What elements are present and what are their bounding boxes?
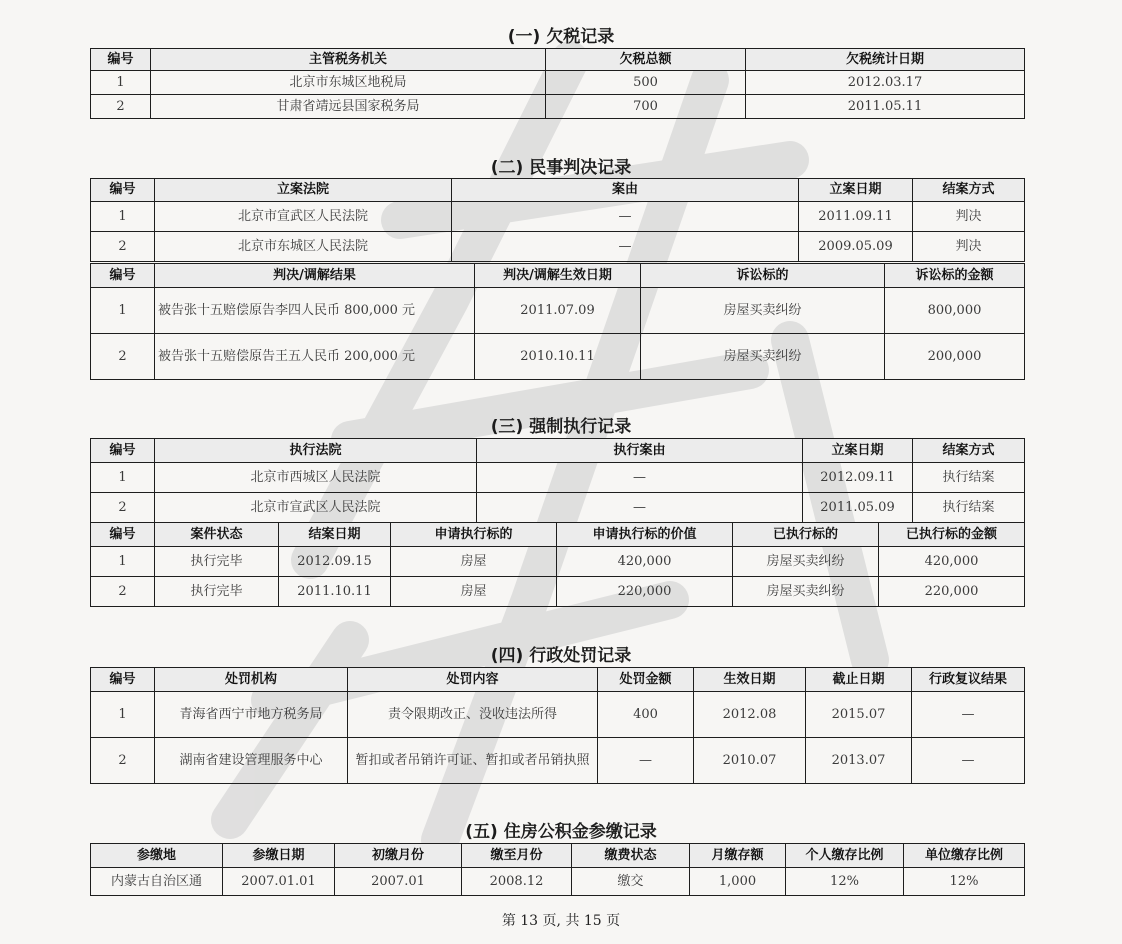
column-header: 编号 bbox=[91, 264, 155, 288]
table-cell: 暂扣或者吊销许可证、暂扣或者吊销执照 bbox=[348, 738, 598, 784]
table-cell: 12% bbox=[786, 868, 904, 896]
column-header: 结案方式 bbox=[913, 179, 1025, 202]
table-cell: — bbox=[598, 738, 694, 784]
table-cell: 判决 bbox=[913, 202, 1025, 232]
column-header: 结案日期 bbox=[279, 523, 391, 547]
table-cell: 2011.10.11 bbox=[279, 577, 391, 607]
table-cell: 2015.07 bbox=[806, 692, 912, 738]
table-cell: 2010.10.11 bbox=[475, 334, 641, 380]
table-row bbox=[91, 334, 1025, 380]
table-cell: 被告张十五赔偿原告李四人民币 800,000 元 bbox=[155, 288, 475, 334]
table-cell: 判决 bbox=[913, 232, 1025, 262]
table-cell: — bbox=[477, 463, 803, 493]
table-row bbox=[91, 547, 1025, 577]
civil-judgment-table-b bbox=[90, 263, 1025, 380]
table-cell: 400 bbox=[598, 692, 694, 738]
column-header: 申请执行标的价值 bbox=[557, 523, 733, 547]
table-row bbox=[91, 493, 1025, 523]
column-header: 编号 bbox=[91, 179, 155, 202]
table-cell: 北京市西城区人民法院 bbox=[155, 463, 477, 493]
column-header: 案由 bbox=[452, 179, 799, 202]
column-header: 个人缴存比例 bbox=[786, 844, 904, 868]
page-footer: 第 13 页, 共 15 页 bbox=[501, 913, 621, 929]
table-cell: 420,000 bbox=[557, 547, 733, 577]
table-cell: 2 bbox=[91, 334, 155, 380]
column-header: 已执行标的 bbox=[733, 523, 879, 547]
table-cell: 200,000 bbox=[885, 334, 1025, 380]
table-cell: 房屋 bbox=[391, 547, 557, 577]
section-title-housing-fund: (五) 住房公积金参缴记录 bbox=[465, 822, 657, 842]
table-row bbox=[91, 95, 1025, 119]
table-cell: 1 bbox=[91, 288, 155, 334]
column-header: 缴至月份 bbox=[462, 844, 572, 868]
table-cell: 1 bbox=[91, 463, 155, 493]
civil-judgment-table-a bbox=[90, 178, 1025, 262]
table-cell: 220,000 bbox=[879, 577, 1025, 607]
table-row bbox=[91, 738, 1025, 784]
table-row bbox=[91, 577, 1025, 607]
column-header: 截止日期 bbox=[806, 668, 912, 692]
table-cell: 2011.05.11 bbox=[746, 95, 1025, 119]
admin-penalty-table bbox=[90, 667, 1025, 784]
table-cell: 2007.01 bbox=[335, 868, 462, 896]
table-row bbox=[91, 692, 1025, 738]
table-cell: 2 bbox=[91, 493, 155, 523]
column-header: 初缴月份 bbox=[335, 844, 462, 868]
column-header: 欠税统计日期 bbox=[746, 49, 1025, 71]
table-cell: 北京市宣武区人民法院 bbox=[155, 202, 452, 232]
table-cell: 220,000 bbox=[557, 577, 733, 607]
section-title-enforcement: (三) 强制执行记录 bbox=[490, 417, 632, 437]
section-title-admin-penalty: (四) 行政处罚记录 bbox=[490, 646, 632, 666]
table-cell: 执行结案 bbox=[913, 463, 1025, 493]
column-header: 结案方式 bbox=[913, 439, 1025, 463]
table-cell: 北京市宣武区人民法院 bbox=[155, 493, 477, 523]
column-header: 编号 bbox=[91, 439, 155, 463]
table-cell: 执行结案 bbox=[913, 493, 1025, 523]
column-header: 立案日期 bbox=[803, 439, 913, 463]
column-header: 立案日期 bbox=[799, 179, 913, 202]
table-cell: 房屋 bbox=[391, 577, 557, 607]
column-header: 月缴存额 bbox=[690, 844, 786, 868]
table-cell: 房屋买卖纠纷 bbox=[733, 547, 879, 577]
housing-fund-table bbox=[90, 843, 1025, 896]
column-header: 执行法院 bbox=[155, 439, 477, 463]
column-header: 单位缴存比例 bbox=[904, 844, 1025, 868]
table-row bbox=[91, 232, 1025, 262]
table-cell: 内蒙古自治区通 bbox=[91, 868, 223, 896]
table-cell: 2011.05.09 bbox=[803, 493, 913, 523]
column-header: 申请执行标的 bbox=[391, 523, 557, 547]
table-cell: 500 bbox=[546, 71, 746, 95]
column-header: 案件状态 bbox=[155, 523, 279, 547]
column-header: 编号 bbox=[91, 523, 155, 547]
table-cell: 1 bbox=[91, 692, 155, 738]
tax-arrears-table bbox=[90, 48, 1025, 119]
table-cell: 2 bbox=[91, 232, 155, 262]
enforcement-table-a bbox=[90, 438, 1025, 523]
column-header: 行政复议结果 bbox=[912, 668, 1025, 692]
table-cell: 房屋买卖纠纷 bbox=[641, 288, 885, 334]
table-row bbox=[91, 463, 1025, 493]
table-cell: 2 bbox=[91, 577, 155, 607]
table-row bbox=[91, 71, 1025, 95]
table-cell: 420,000 bbox=[879, 547, 1025, 577]
table-cell: 2012.08 bbox=[694, 692, 806, 738]
table-cell: 1 bbox=[91, 71, 151, 95]
column-header: 欠税总额 bbox=[546, 49, 746, 71]
column-header: 生效日期 bbox=[694, 668, 806, 692]
column-header: 执行案由 bbox=[477, 439, 803, 463]
column-header: 诉讼标的金额 bbox=[885, 264, 1025, 288]
table-cell: 2007.01.01 bbox=[223, 868, 335, 896]
table-cell: 2010.07 bbox=[694, 738, 806, 784]
table-cell: 湖南省建设管理服务中心 bbox=[155, 738, 348, 784]
table-cell: 800,000 bbox=[885, 288, 1025, 334]
table-cell: 青海省西宁市地方税务局 bbox=[155, 692, 348, 738]
table-cell: 2 bbox=[91, 738, 155, 784]
column-header: 处罚机构 bbox=[155, 668, 348, 692]
table-cell: 房屋买卖纠纷 bbox=[733, 577, 879, 607]
table-cell: 1 bbox=[91, 202, 155, 232]
table-row bbox=[91, 202, 1025, 232]
column-header: 诉讼标的 bbox=[641, 264, 885, 288]
table-cell: 北京市东城区地税局 bbox=[151, 71, 546, 95]
table-cell: 2012.03.17 bbox=[746, 71, 1025, 95]
column-header: 缴费状态 bbox=[572, 844, 690, 868]
column-header: 参缴地 bbox=[91, 844, 223, 868]
table-cell: 被告张十五赔偿原告王五人民币 200,000 元 bbox=[155, 334, 475, 380]
table-cell: 12% bbox=[904, 868, 1025, 896]
column-header: 编号 bbox=[91, 49, 151, 71]
table-cell: 2011.09.11 bbox=[799, 202, 913, 232]
section-title-tax-arrears: (一) 欠税记录 bbox=[507, 27, 615, 47]
table-cell: — bbox=[912, 692, 1025, 738]
table-cell: 1 bbox=[91, 547, 155, 577]
table-cell: — bbox=[912, 738, 1025, 784]
column-header: 判决/调解生效日期 bbox=[475, 264, 641, 288]
table-cell: 700 bbox=[546, 95, 746, 119]
column-header: 参缴日期 bbox=[223, 844, 335, 868]
table-cell: 2 bbox=[91, 95, 151, 119]
table-cell: 房屋买卖纠纷 bbox=[641, 334, 885, 380]
column-header: 立案法院 bbox=[155, 179, 452, 202]
table-cell: 执行完毕 bbox=[155, 547, 279, 577]
table-cell: 2011.07.09 bbox=[475, 288, 641, 334]
table-cell: 1,000 bbox=[690, 868, 786, 896]
table-cell: 2012.09.15 bbox=[279, 547, 391, 577]
table-row bbox=[91, 288, 1025, 334]
column-header: 编号 bbox=[91, 668, 155, 692]
table-cell: — bbox=[452, 232, 799, 262]
table-cell: 2013.07 bbox=[806, 738, 912, 784]
section-title-civil-judgment: (二) 民事判决记录 bbox=[490, 158, 632, 178]
table-cell: 北京市东城区人民法院 bbox=[155, 232, 452, 262]
column-header: 处罚内容 bbox=[348, 668, 598, 692]
table-cell: 责令限期改正、没收违法所得 bbox=[348, 692, 598, 738]
table-cell: — bbox=[452, 202, 799, 232]
column-header: 已执行标的金额 bbox=[879, 523, 1025, 547]
column-header: 主管税务机关 bbox=[151, 49, 546, 71]
table-cell: 2009.05.09 bbox=[799, 232, 913, 262]
table-row bbox=[91, 868, 1025, 896]
table-cell: 执行完毕 bbox=[155, 577, 279, 607]
column-header: 判决/调解结果 bbox=[155, 264, 475, 288]
table-cell: 2012.09.11 bbox=[803, 463, 913, 493]
table-cell: 2008.12 bbox=[462, 868, 572, 896]
table-cell: — bbox=[477, 493, 803, 523]
table-cell: 缴交 bbox=[572, 868, 690, 896]
column-header: 处罚金额 bbox=[598, 668, 694, 692]
table-cell: 甘肃省靖远县国家税务局 bbox=[151, 95, 546, 119]
enforcement-table-b bbox=[90, 522, 1025, 607]
